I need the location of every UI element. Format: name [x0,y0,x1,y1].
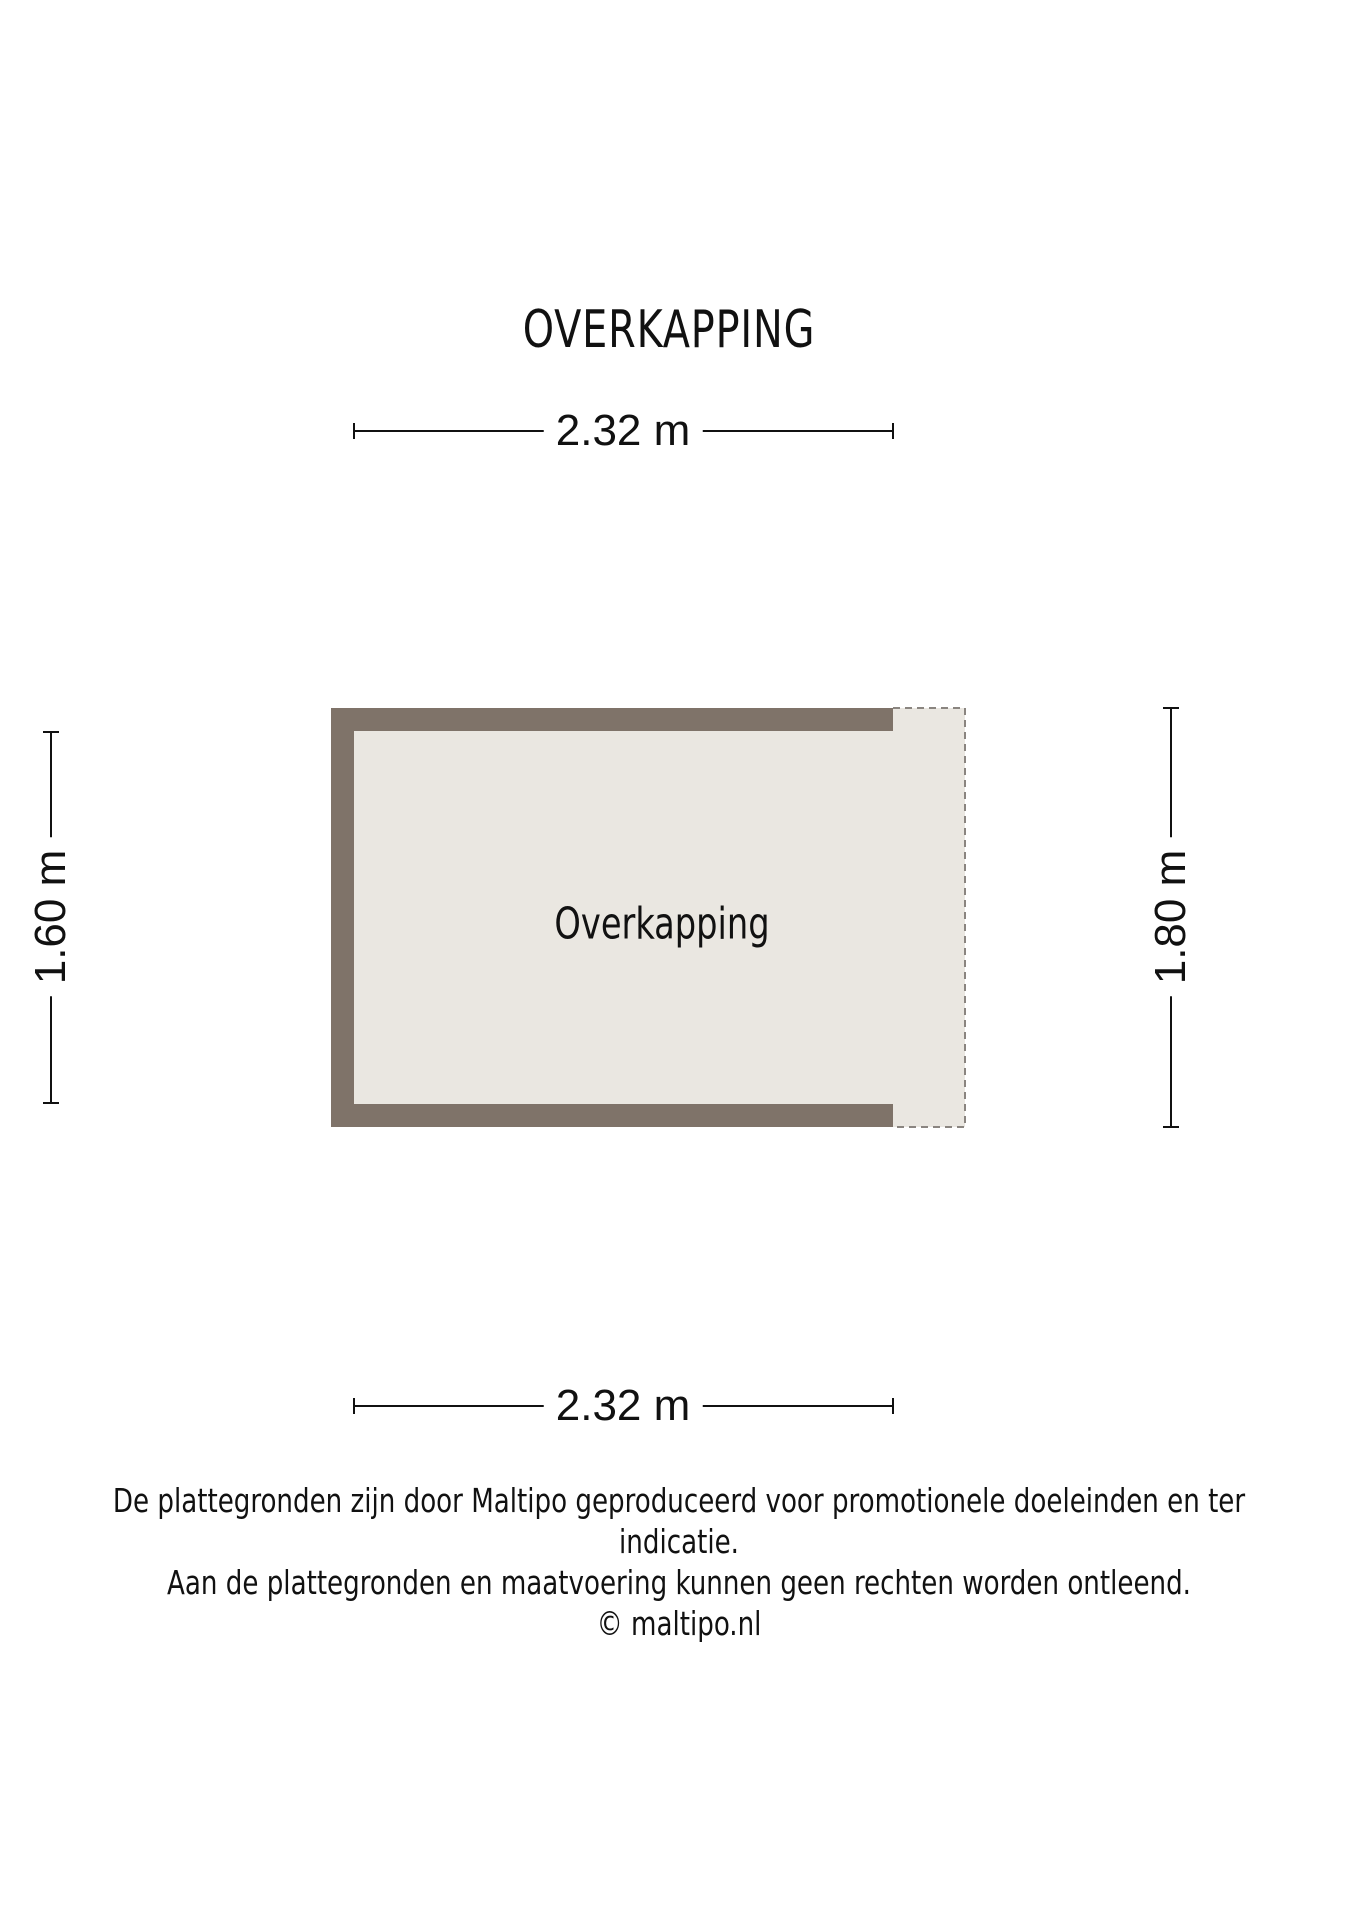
dimension-label-top: 2.32 m [544,406,703,456]
floor-title: OVERKAPPING [522,300,816,360]
disclaimer-line-1: De plattegronden zijn door Maltipo geproduceerd voor promotionele doeleinden en ter indicatie. [112,1481,1246,1561]
dimension-label-right: 1.80 m [1146,838,1196,997]
dimension-label-bottom: 2.32 m [544,1381,703,1431]
copyright: © maltipo.nl [596,1604,762,1643]
room-label: Overkapping [554,898,770,950]
disclaimer [0,1480,1358,1644]
dimension-label-left: 1.60 m [26,838,76,997]
disclaimer-line-2: Aan de plattegronden en maatvoering kunnen geen rechten worden ontleend. [167,1563,1191,1602]
